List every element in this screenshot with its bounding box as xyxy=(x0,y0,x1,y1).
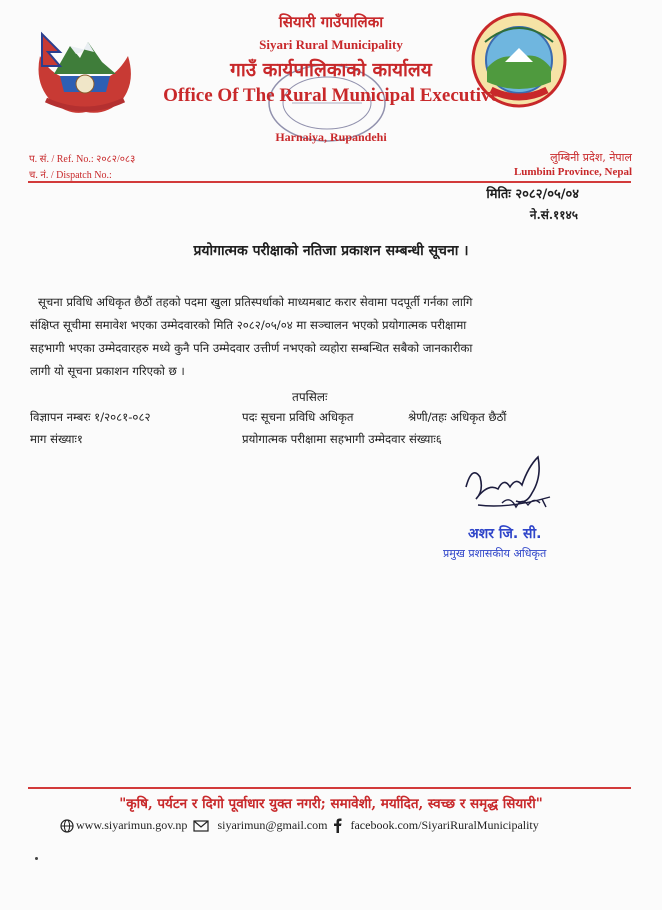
globe-icon xyxy=(60,819,74,833)
document-date: मितिः २०८२/०५/०४ xyxy=(486,187,579,202)
mail-icon xyxy=(193,820,209,832)
demand-count: माग संख्याः१ xyxy=(30,432,83,446)
ref-number: प. सं. / Ref. No.: २०८२/०८३ xyxy=(29,154,136,165)
facebook-icon xyxy=(333,818,342,833)
details-heading: तपसिलः xyxy=(292,390,328,404)
post-name: पदः सूचना प्रविधि अधिकृत xyxy=(242,410,354,424)
footer-divider xyxy=(28,787,631,789)
body-line-4: लागी यो सूचना प्रकाशन गरिएको छ । xyxy=(30,364,185,378)
contact-bar xyxy=(60,818,539,833)
email-link[interactable]: siyarimun@gmail.com xyxy=(217,818,328,832)
office-location: Harnaiya, Rupandehi xyxy=(275,130,387,144)
body-line-2: संक्षिप्त सूचीमा समावेश भएका उम्मेदवारको मिति २०८२/०५/०४ मा सञ्चालन भएको प्रयोगात्मक परीक्षामा xyxy=(30,318,467,332)
municipality-slogan: "कृषि, पर्यटन र दिगो पूर्वाधार युक्त नगरी; समावेशी, मर्यादित, स्वच्छ र समृद्ध सियारी" xyxy=(119,796,543,812)
office-name-en: Office Of The Rural Municipal Executive xyxy=(163,85,499,106)
body-line-3: सहभागी भएका उम्मेदवारहरु मध्ये कुनै पनि उम्मेदवार उत्तीर्ण नभएको व्यहोरा सम्बन्धित सबैको जानकारीका xyxy=(30,341,473,355)
body-line-1: सूचना प्रविधि अधिकृत छैठौं तहको पदमा खुला प्रतिस्पर्धाको माध्यमबाट करार सेवामा पदपूर्ती गर्नका लागि xyxy=(38,295,473,309)
header-divider xyxy=(28,181,631,183)
post-level: श्रेणी/तहः अधिकृत छैठौं xyxy=(408,410,507,424)
nepal-sambat-number: ने.सं.११४५ xyxy=(529,208,578,222)
nepal-emblem-icon xyxy=(30,14,140,118)
notice-subject: प्रयोगात्मक परीक्षाको नतिजा प्रकाशन सम्बन्धी सूचना । xyxy=(193,243,469,259)
advertisement-number: विज्ञापन नम्बरः १/२०८१-०८२ xyxy=(30,410,151,424)
office-name-np: गाउँ कार्यपालिकाको कार्यालय xyxy=(230,59,432,81)
facebook-link[interactable]: facebook.com/SiyariRuralMunicipality xyxy=(350,818,539,832)
palika-name-np: सियारी गाउँपालिका xyxy=(278,13,384,31)
signatory-name: अशर जि. सी. xyxy=(468,526,542,542)
participant-count: प्रयोगात्मक परीक्षामा सहभागी उम्मेदवार संख्याः६ xyxy=(242,432,442,446)
scan-speck xyxy=(35,857,38,860)
dispatch-number: च. नं. / Dispatch No.: xyxy=(29,170,112,181)
palika-name-en: Siyari Rural Municipality xyxy=(259,37,403,52)
signatory-designation: प्रमुख प्रशासकीय अधिकृत xyxy=(443,547,547,560)
signature-icon xyxy=(458,447,558,519)
province-np: लुम्बिनी प्रदेश, नेपाल xyxy=(550,151,632,164)
province-en: Lumbini Province, Nepal xyxy=(513,166,632,178)
website-link[interactable]: www.siyarimun.gov.np xyxy=(76,818,188,832)
